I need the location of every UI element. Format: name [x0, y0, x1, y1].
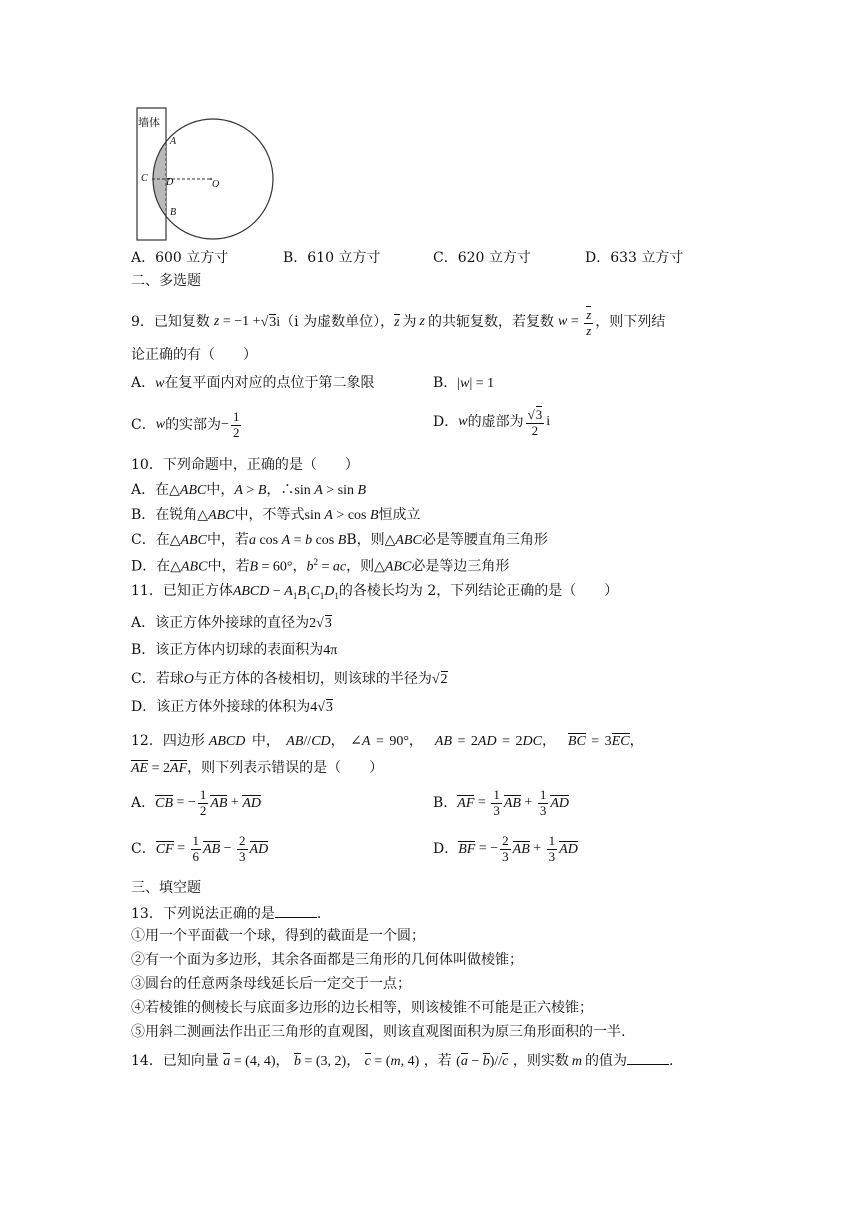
q13-item-2: ②有一个面为多边形，其余各面都是三角形的几何体叫做棱锥； [131, 952, 523, 968]
q12-option-C[interactable]: C． CF = $\frac{1}{6}$ AB − $\frac{2}{3}$ AD [131, 833, 269, 864]
q9-option-C[interactable]: C． w 的实部为 − $\frac{1}{2}$ [131, 409, 240, 440]
q13-item-5: ⑤用斜二测画法作出正三角形的直观图，则该直观图面积为原三角形面积的一半. [131, 1024, 626, 1040]
q13-item-1: ①用一个平面截一个球，得到的截面是一个圆； [131, 928, 425, 944]
q11-option-C[interactable]: C．若球O与正方体的各棱相切，则该球的半径为√2 [131, 671, 448, 687]
q10-option-D[interactable]: D．在△ABC中，若B = 60°，$b^2$ = ac，则△ABC必是等边三角形 [131, 557, 510, 575]
q11-stem: 11．已知正方体ABCD − $A_1B_1C_1D_1$的各棱长均为 2，下列结论正确的是（ ） [131, 583, 619, 601]
q12-stem: 12．四边形 ABCD 中， AB//CD， ∠A = 90°， AB = 2AD = 2DC， BC = 3EC， [131, 733, 644, 749]
q12-option-D[interactable]: D． BF = − $\frac{2}{3}$ AB + $\frac{1}{3}$ AD [433, 833, 578, 864]
q13-answer-blank[interactable] [275, 905, 317, 918]
wall-label: 墙体 [138, 116, 160, 129]
q8-option-C[interactable]: C．620 立方寸 [433, 250, 531, 266]
point-D-label: D [166, 177, 174, 188]
q9-option-B[interactable]: B．|w| = 1 [433, 375, 495, 391]
point-B-label: B [170, 207, 177, 218]
q8-option-B[interactable]: B．610 立方寸 [283, 250, 381, 266]
q11-option-A[interactable]: A．该正方体外接球的直径为2√3 [131, 615, 332, 631]
q9-option-A[interactable]: A．w在复平面内对应的点位于第二象限 [131, 375, 375, 391]
q10-option-B[interactable]: B．在锐角△ABC中，不等式sin A > cos B恒成立 [131, 507, 421, 523]
q12-option-B[interactable]: B． AF = $\frac{1}{3}$ AB + $\frac{1}{3}$ AD [433, 787, 569, 818]
point-O-label: O [212, 179, 220, 190]
q13-stem: 13．下列说法正确的是 . [131, 906, 322, 922]
q11-option-B[interactable]: B．该正方体内切球的表面积为4π [131, 642, 338, 658]
q8-option-D[interactable]: D．633 立方寸 [585, 250, 684, 266]
q13-item-3: ③圆台的任意两条母线延长后一定交于一点； [131, 976, 411, 992]
q10-stem: 10．下列命题中，正确的是（ ） [131, 457, 359, 473]
q9-option-D[interactable]: D． w 的虚部为 $\frac{√3}{2}$ i [433, 407, 551, 438]
q14-stem: 14．已知向量 a = (4, 4)， b = (3, 2)， c = (m, 4) ，若 (a − b)//c ，则实数 m 的值为 . [131, 1053, 674, 1069]
section-heading-fill: 三、填空题 [131, 880, 201, 896]
section-heading-multi: 二、多选题 [131, 273, 201, 289]
q8-option-A[interactable]: A．600 立方寸 [131, 250, 229, 266]
q9-stem-line2: 论正确的有（ ） [131, 347, 257, 363]
q11-option-D[interactable]: D．该正方体外接球的体积为4√3 [131, 699, 333, 715]
q10-option-C[interactable]: C．在△ABC中，若a cos A = b cos BB，则△ABC必是等腰直角三角形 [131, 532, 548, 548]
q13-item-4: ④若棱锥的侧棱长与底面多边形的边长相等，则该棱锥不可能是正六棱锥； [131, 1000, 593, 1016]
q12-option-A[interactable]: A． CB = − $\frac{1}{2}$ AB + AD [131, 787, 261, 818]
q14-answer-blank[interactable] [627, 1052, 669, 1065]
q9-stem: 9．已知复数 z = −1 + √3i （i 为虚数单位）， z 为 z 的共轭复数，若复数 w = $\frac{z}{z}$ ，则下列结 [131, 307, 666, 338]
q12-stem-line2: AE = 2AF，则下列表示错误的是（ ） [131, 760, 384, 776]
point-C-label: C [141, 173, 148, 184]
q10-option-A[interactable]: A．在△ABC中，A > B，∴sin A > sin B [131, 482, 367, 498]
point-A-label: A [170, 136, 177, 147]
